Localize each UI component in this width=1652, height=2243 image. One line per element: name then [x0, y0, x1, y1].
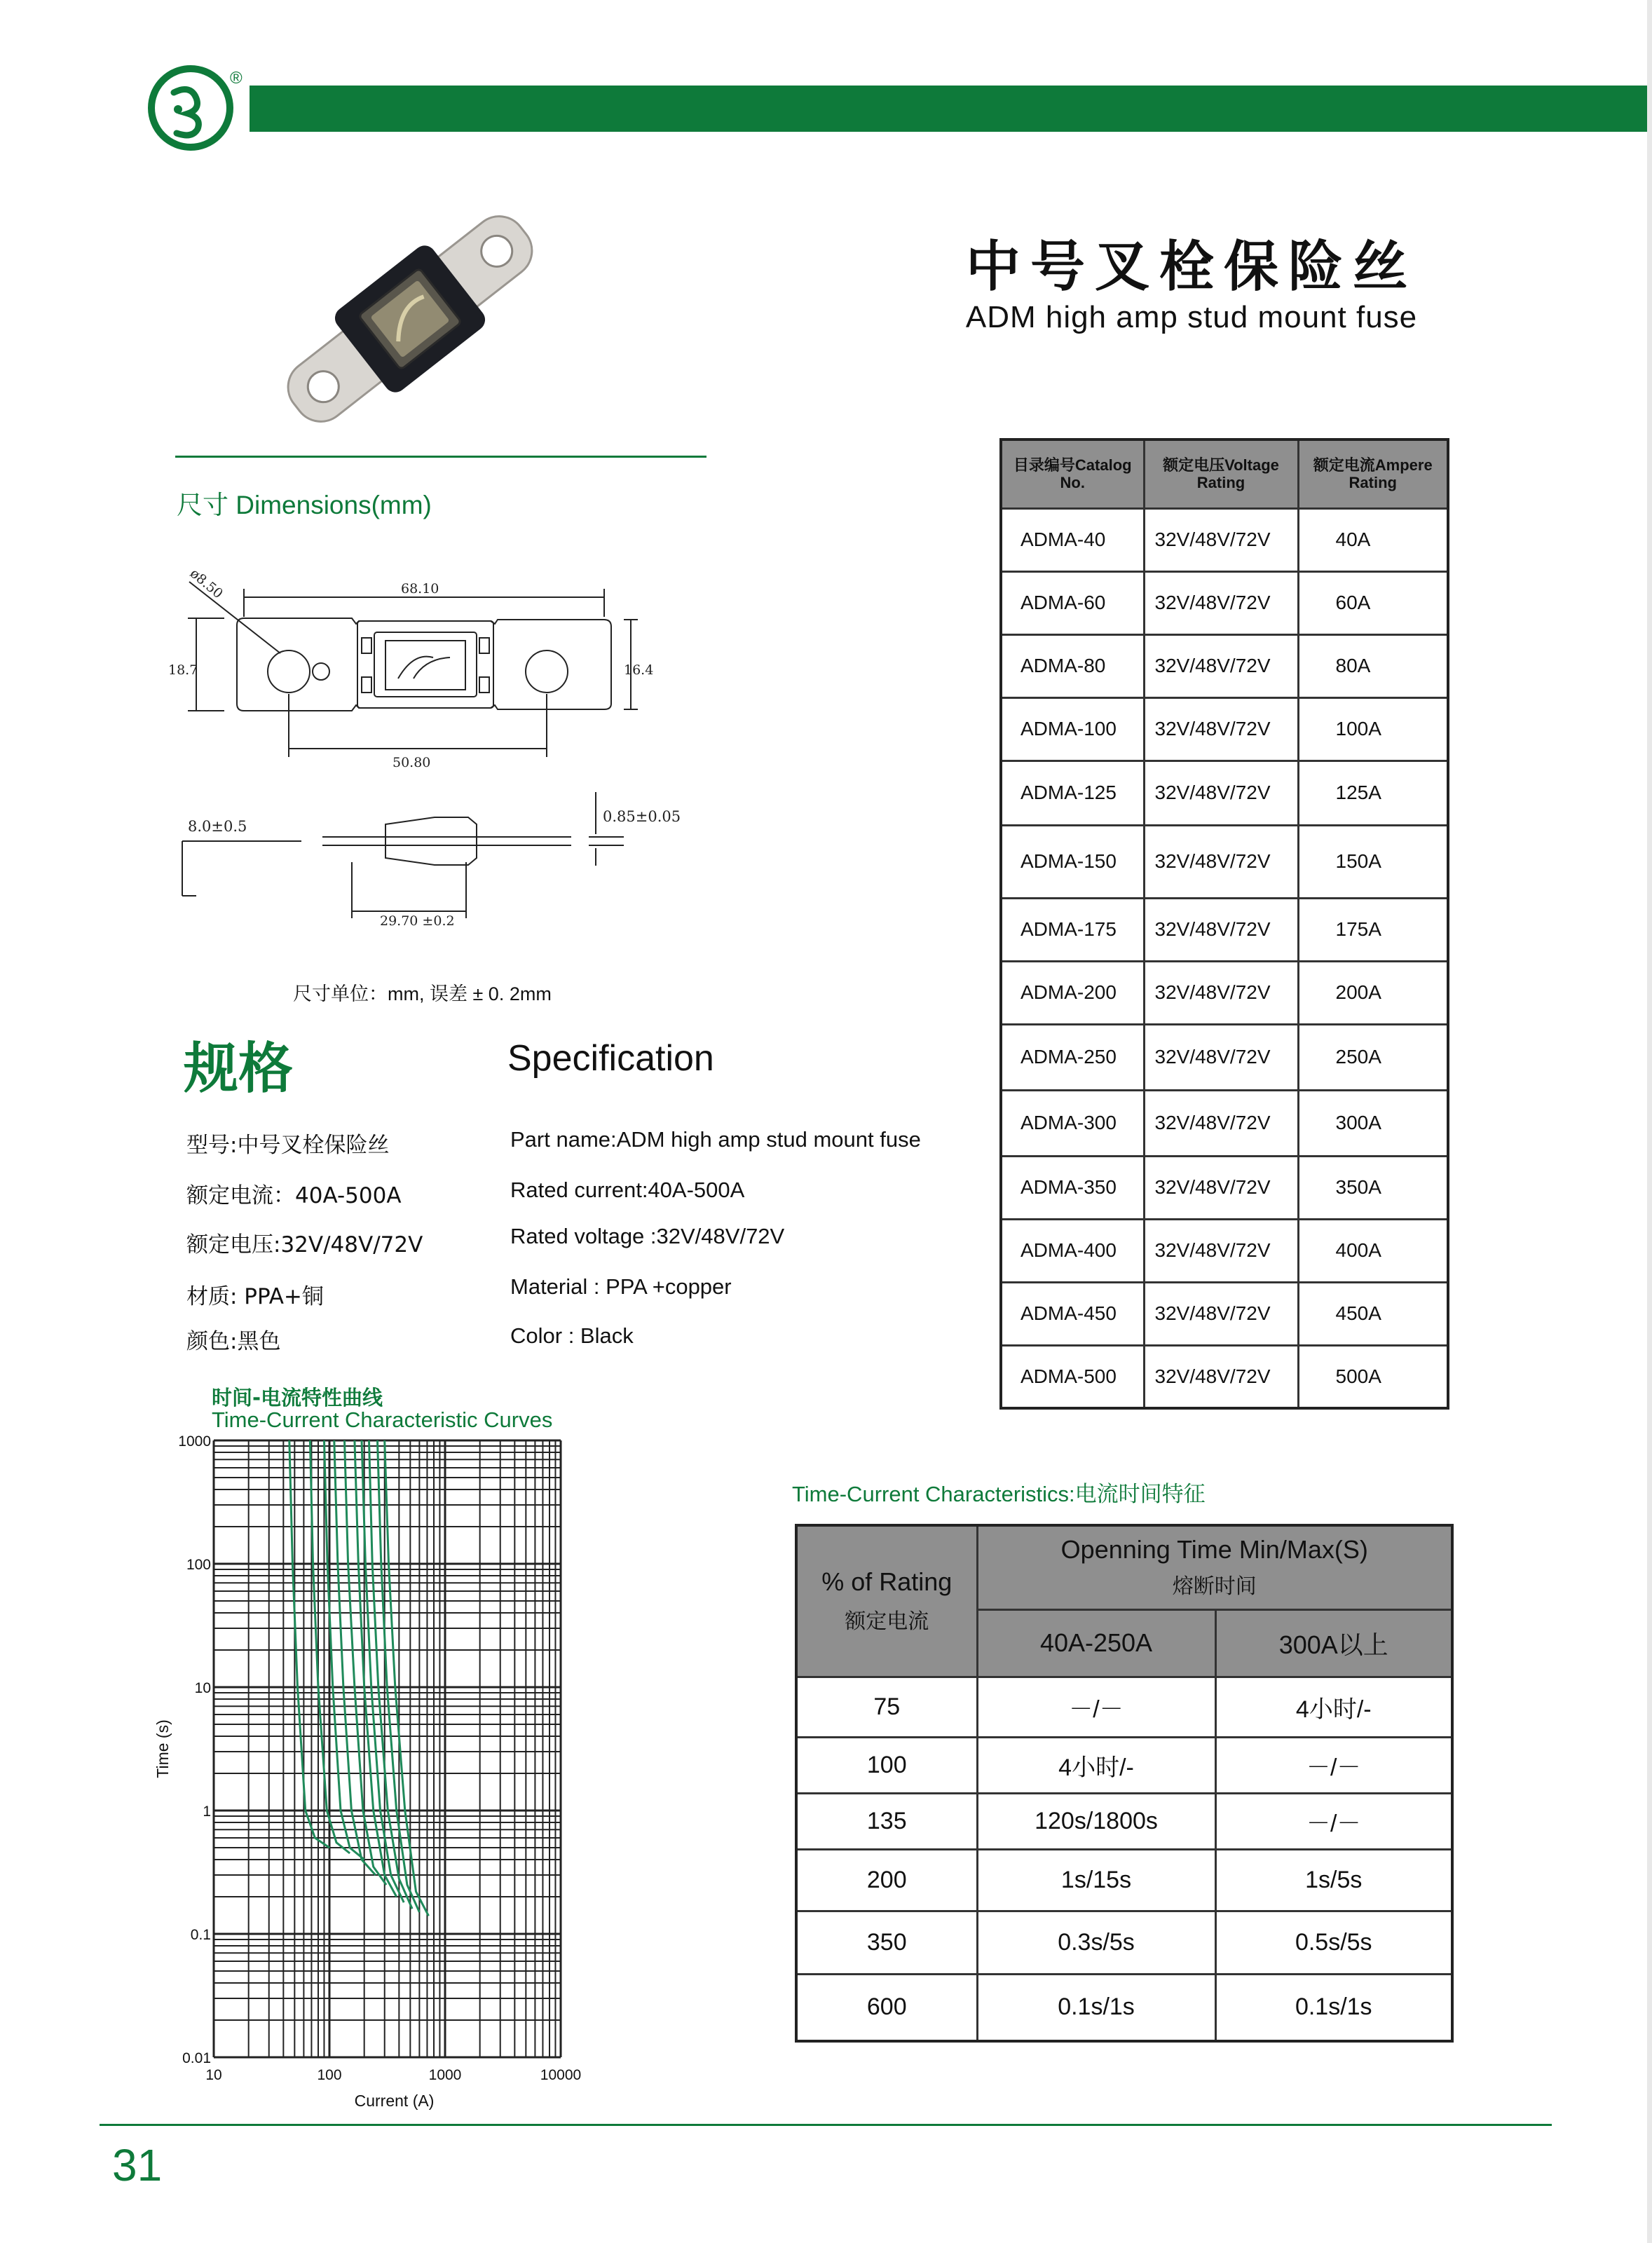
voltage-cell: 32V/48V/72V: [1144, 634, 1298, 697]
ampere-cell: 250A: [1298, 1024, 1448, 1090]
min-max-300-up-cell: －/－: [1215, 1793, 1452, 1849]
dim-label-terminal-thickness: 0.85±0.05: [603, 808, 681, 825]
ampere-cell: 450A: [1298, 1282, 1448, 1345]
table-row: [796, 1793, 1452, 1849]
min-max-300-up-cell: 0.1s/1s: [1215, 1974, 1452, 2041]
dimensions-heading: 尺寸 Dimensions(mm): [177, 491, 432, 519]
dim-label-left-height: 18.7: [168, 662, 198, 678]
ampere-cell: 80A: [1298, 634, 1448, 697]
catalog-no-cell: ADMA-100: [1001, 697, 1144, 761]
spec-cn-part: 型号:中号叉栓保险丝: [186, 1133, 390, 1158]
dim-label-hole-spacing: 50.80: [392, 755, 431, 770]
spec-en-color: Color : Black: [510, 1323, 634, 1348]
section-divider: [175, 456, 706, 458]
opening-header-cn: 熔断时间: [1172, 1575, 1257, 1599]
table-row: [796, 1974, 1452, 2041]
rating-cell: 350: [796, 1911, 977, 1974]
curve-series-1: [289, 1440, 329, 1848]
spec-cn-current: 额定电流：40A-500A: [186, 1183, 402, 1208]
catalog-no-cell: ADMA-40: [1001, 508, 1144, 571]
header-bar: [250, 86, 1651, 132]
table-row: [1001, 1345, 1448, 1408]
rating-header-en: % of Rating: [821, 1567, 953, 1597]
table-row: [796, 1677, 1452, 1737]
opening-header-en: Openning Time Min/Max(S): [1060, 1535, 1368, 1564]
spec-cn-material: 材质: PPA+铜: [186, 1284, 324, 1309]
catalog-no-cell: ADMA-175: [1001, 898, 1144, 961]
registered-mark: ®: [230, 69, 243, 88]
voltage-cell: 32V/48V/72V: [1144, 1219, 1298, 1282]
x-tick-label: 10000: [540, 2067, 582, 2083]
min-max-40-250-cell: 0.1s/1s: [977, 1974, 1215, 2041]
catalog-table: [999, 438, 1449, 1410]
col-header-ampere: 额定电流Ampere Rating: [1298, 439, 1448, 508]
catalog-no-cell: ADMA-80: [1001, 634, 1144, 697]
ampere-cell: 150A: [1298, 825, 1448, 898]
dim-label-body-length: 29.70 ±0.2: [380, 913, 455, 929]
catalog-no-cell: ADMA-125: [1001, 761, 1144, 825]
voltage-cell: 32V/48V/72V: [1144, 1090, 1298, 1156]
voltage-cell: 32V/48V/72V: [1144, 571, 1298, 634]
min-max-300-up-cell: 1s/5s: [1215, 1849, 1452, 1911]
table-row: [1001, 571, 1448, 634]
catalog-no-cell: ADMA-300: [1001, 1090, 1144, 1156]
x-axis-label: Current (A): [354, 2092, 435, 2110]
spec-en-voltage: Rated voltage :32V/48V/72V: [510, 1224, 785, 1248]
ampere-cell: 200A: [1298, 961, 1448, 1024]
dimension-drawing: [168, 554, 736, 946]
catalog-no-cell: ADMA-450: [1001, 1282, 1144, 1345]
table-row: [1001, 1090, 1448, 1156]
curve-series-10: [385, 1440, 429, 1916]
ampere-cell: 175A: [1298, 898, 1448, 961]
voltage-cell: 32V/48V/72V: [1144, 697, 1298, 761]
table-row: [1001, 508, 1448, 571]
chart-title-cn: 时间-电流特性曲线: [212, 1386, 383, 1410]
catalog-no-cell: ADMA-500: [1001, 1345, 1144, 1408]
catalog-table-header: [1001, 439, 1448, 508]
ampere-cell: 40A: [1298, 508, 1448, 571]
spec-en-material: Material : PPA +copper: [510, 1274, 732, 1299]
spec-heading-en: Specification: [507, 1038, 714, 1079]
spec-en-part: Part name:ADM high amp stud mount fuse: [510, 1127, 921, 1152]
rating-cell: 135: [796, 1793, 977, 1849]
rating-cell: 75: [796, 1677, 977, 1737]
table-row: [1001, 1024, 1448, 1090]
page-number: 31: [112, 2140, 163, 2190]
spec-en-current: Rated current:40A-500A: [510, 1178, 745, 1202]
y-tick-label: 10: [194, 1680, 211, 1696]
catalog-no-cell: ADMA-250: [1001, 1024, 1144, 1090]
table-row: [1001, 1282, 1448, 1345]
table-row: [796, 1911, 1452, 1974]
min-max-40-250-cell: 0.3s/5s: [977, 1911, 1215, 1974]
rating-cell: 200: [796, 1849, 977, 1911]
table-row: [1001, 961, 1448, 1024]
voltage-cell: 32V/48V/72V: [1144, 961, 1298, 1024]
table-row: [1001, 697, 1448, 761]
table-row: [1001, 761, 1448, 825]
footer-rule: [100, 2124, 1552, 2126]
rating-header-cn: 额定电流: [845, 1610, 929, 1634]
opening-time-header: [977, 1525, 1452, 1609]
min-max-300-up-cell: 0.5s/5s: [1215, 1911, 1452, 1974]
y-tick-label: 1000: [178, 1433, 211, 1450]
ampere-cell: 400A: [1298, 1219, 1448, 1282]
x-tick-label: 10: [205, 2067, 222, 2083]
table-row: [1001, 898, 1448, 961]
col-header-40-250: 40A-250A: [977, 1609, 1215, 1677]
dim-label-body-thickness: 8.0±0.5: [188, 818, 247, 835]
catalog-no-cell: ADMA-200: [1001, 961, 1144, 1024]
y-tick-label: 1: [203, 1804, 211, 1820]
company-logo-icon: [146, 63, 235, 153]
spec-cn-voltage: 额定电压:32V/48V/72V: [186, 1232, 423, 1257]
y-tick-label: 100: [186, 1557, 211, 1573]
dimension-note: 尺寸单位：mm, 误差 ± 0. 2mm: [293, 983, 552, 1004]
spec-cn-color: 颜色:黑色: [186, 1329, 281, 1354]
y-tick-label: 0.1: [190, 1927, 211, 1943]
ampere-cell: 350A: [1298, 1156, 1448, 1219]
table-row: [796, 1737, 1452, 1793]
min-max-40-250-cell: 120s/1800s: [977, 1793, 1215, 1849]
dim-label-right-height: 16.4: [624, 662, 654, 678]
voltage-cell: 32V/48V/72V: [1144, 1156, 1298, 1219]
catalog-no-cell: ADMA-60: [1001, 571, 1144, 634]
y-axis-label: Time (s): [153, 1719, 172, 1778]
col-header-300-up: 300A以上: [1215, 1609, 1452, 1677]
voltage-cell: 32V/48V/72V: [1144, 508, 1298, 571]
min-max-300-up-cell: －/－: [1215, 1737, 1452, 1793]
catalog-no-cell: ADMA-350: [1001, 1156, 1144, 1219]
time-current-chart: [140, 1426, 617, 2113]
table-row: [1001, 1219, 1448, 1282]
catalog-no-cell: ADMA-400: [1001, 1219, 1144, 1282]
ampere-cell: 125A: [1298, 761, 1448, 825]
table-row: [1001, 1156, 1448, 1219]
ampere-cell: 300A: [1298, 1090, 1448, 1156]
rating-header: [796, 1525, 977, 1677]
ampere-cell: 500A: [1298, 1345, 1448, 1408]
col-header-voltage: 额定电压Voltage Rating: [1144, 439, 1298, 508]
table-row: [1001, 825, 1448, 898]
voltage-cell: 32V/48V/72V: [1144, 1282, 1298, 1345]
fuse-product-photo: [259, 189, 561, 449]
page-edge: [1647, 0, 1652, 2243]
catalog-no-cell: ADMA-150: [1001, 825, 1144, 898]
voltage-cell: 32V/48V/72V: [1144, 825, 1298, 898]
rating-cell: 600: [796, 1974, 977, 2041]
dim-label-hole-dia: ø8.50: [186, 565, 226, 602]
min-max-40-250-cell: 1s/15s: [977, 1849, 1215, 1911]
ampere-cell: 100A: [1298, 697, 1448, 761]
voltage-cell: 32V/48V/72V: [1144, 761, 1298, 825]
min-max-40-250-cell: －/－: [977, 1677, 1215, 1737]
characteristics-table: [795, 1524, 1454, 2043]
min-max-40-250-cell: 4小时/-: [977, 1737, 1215, 1793]
rating-cell: 100: [796, 1737, 977, 1793]
characteristics-heading: Time-Current Characteristics:电流时间特征: [792, 1482, 1206, 1506]
ampere-cell: 60A: [1298, 571, 1448, 634]
voltage-cell: 32V/48V/72V: [1144, 898, 1298, 961]
table-row: [796, 1849, 1452, 1911]
y-tick-label: 0.01: [182, 2050, 211, 2066]
x-tick-label: 100: [317, 2067, 342, 2083]
voltage-cell: 32V/48V/72V: [1144, 1024, 1298, 1090]
page-title-en: ADM high amp stud mount fuse: [965, 300, 1418, 334]
col-header-catalog: 目录编号Catalog No.: [1001, 439, 1144, 508]
chart-title: Time-Current Characteristic Curves: [212, 1407, 553, 1432]
min-max-300-up-cell: 4小时/-: [1215, 1677, 1452, 1737]
page-title-cn: 中号叉栓保险丝: [965, 236, 1417, 299]
table-row: [1001, 634, 1448, 697]
voltage-cell: 32V/48V/72V: [1144, 1345, 1298, 1408]
spec-heading-cn: 规格: [184, 1037, 294, 1100]
x-tick-label: 1000: [428, 2067, 462, 2083]
dim-label-total-length: 68.10: [401, 581, 439, 596]
